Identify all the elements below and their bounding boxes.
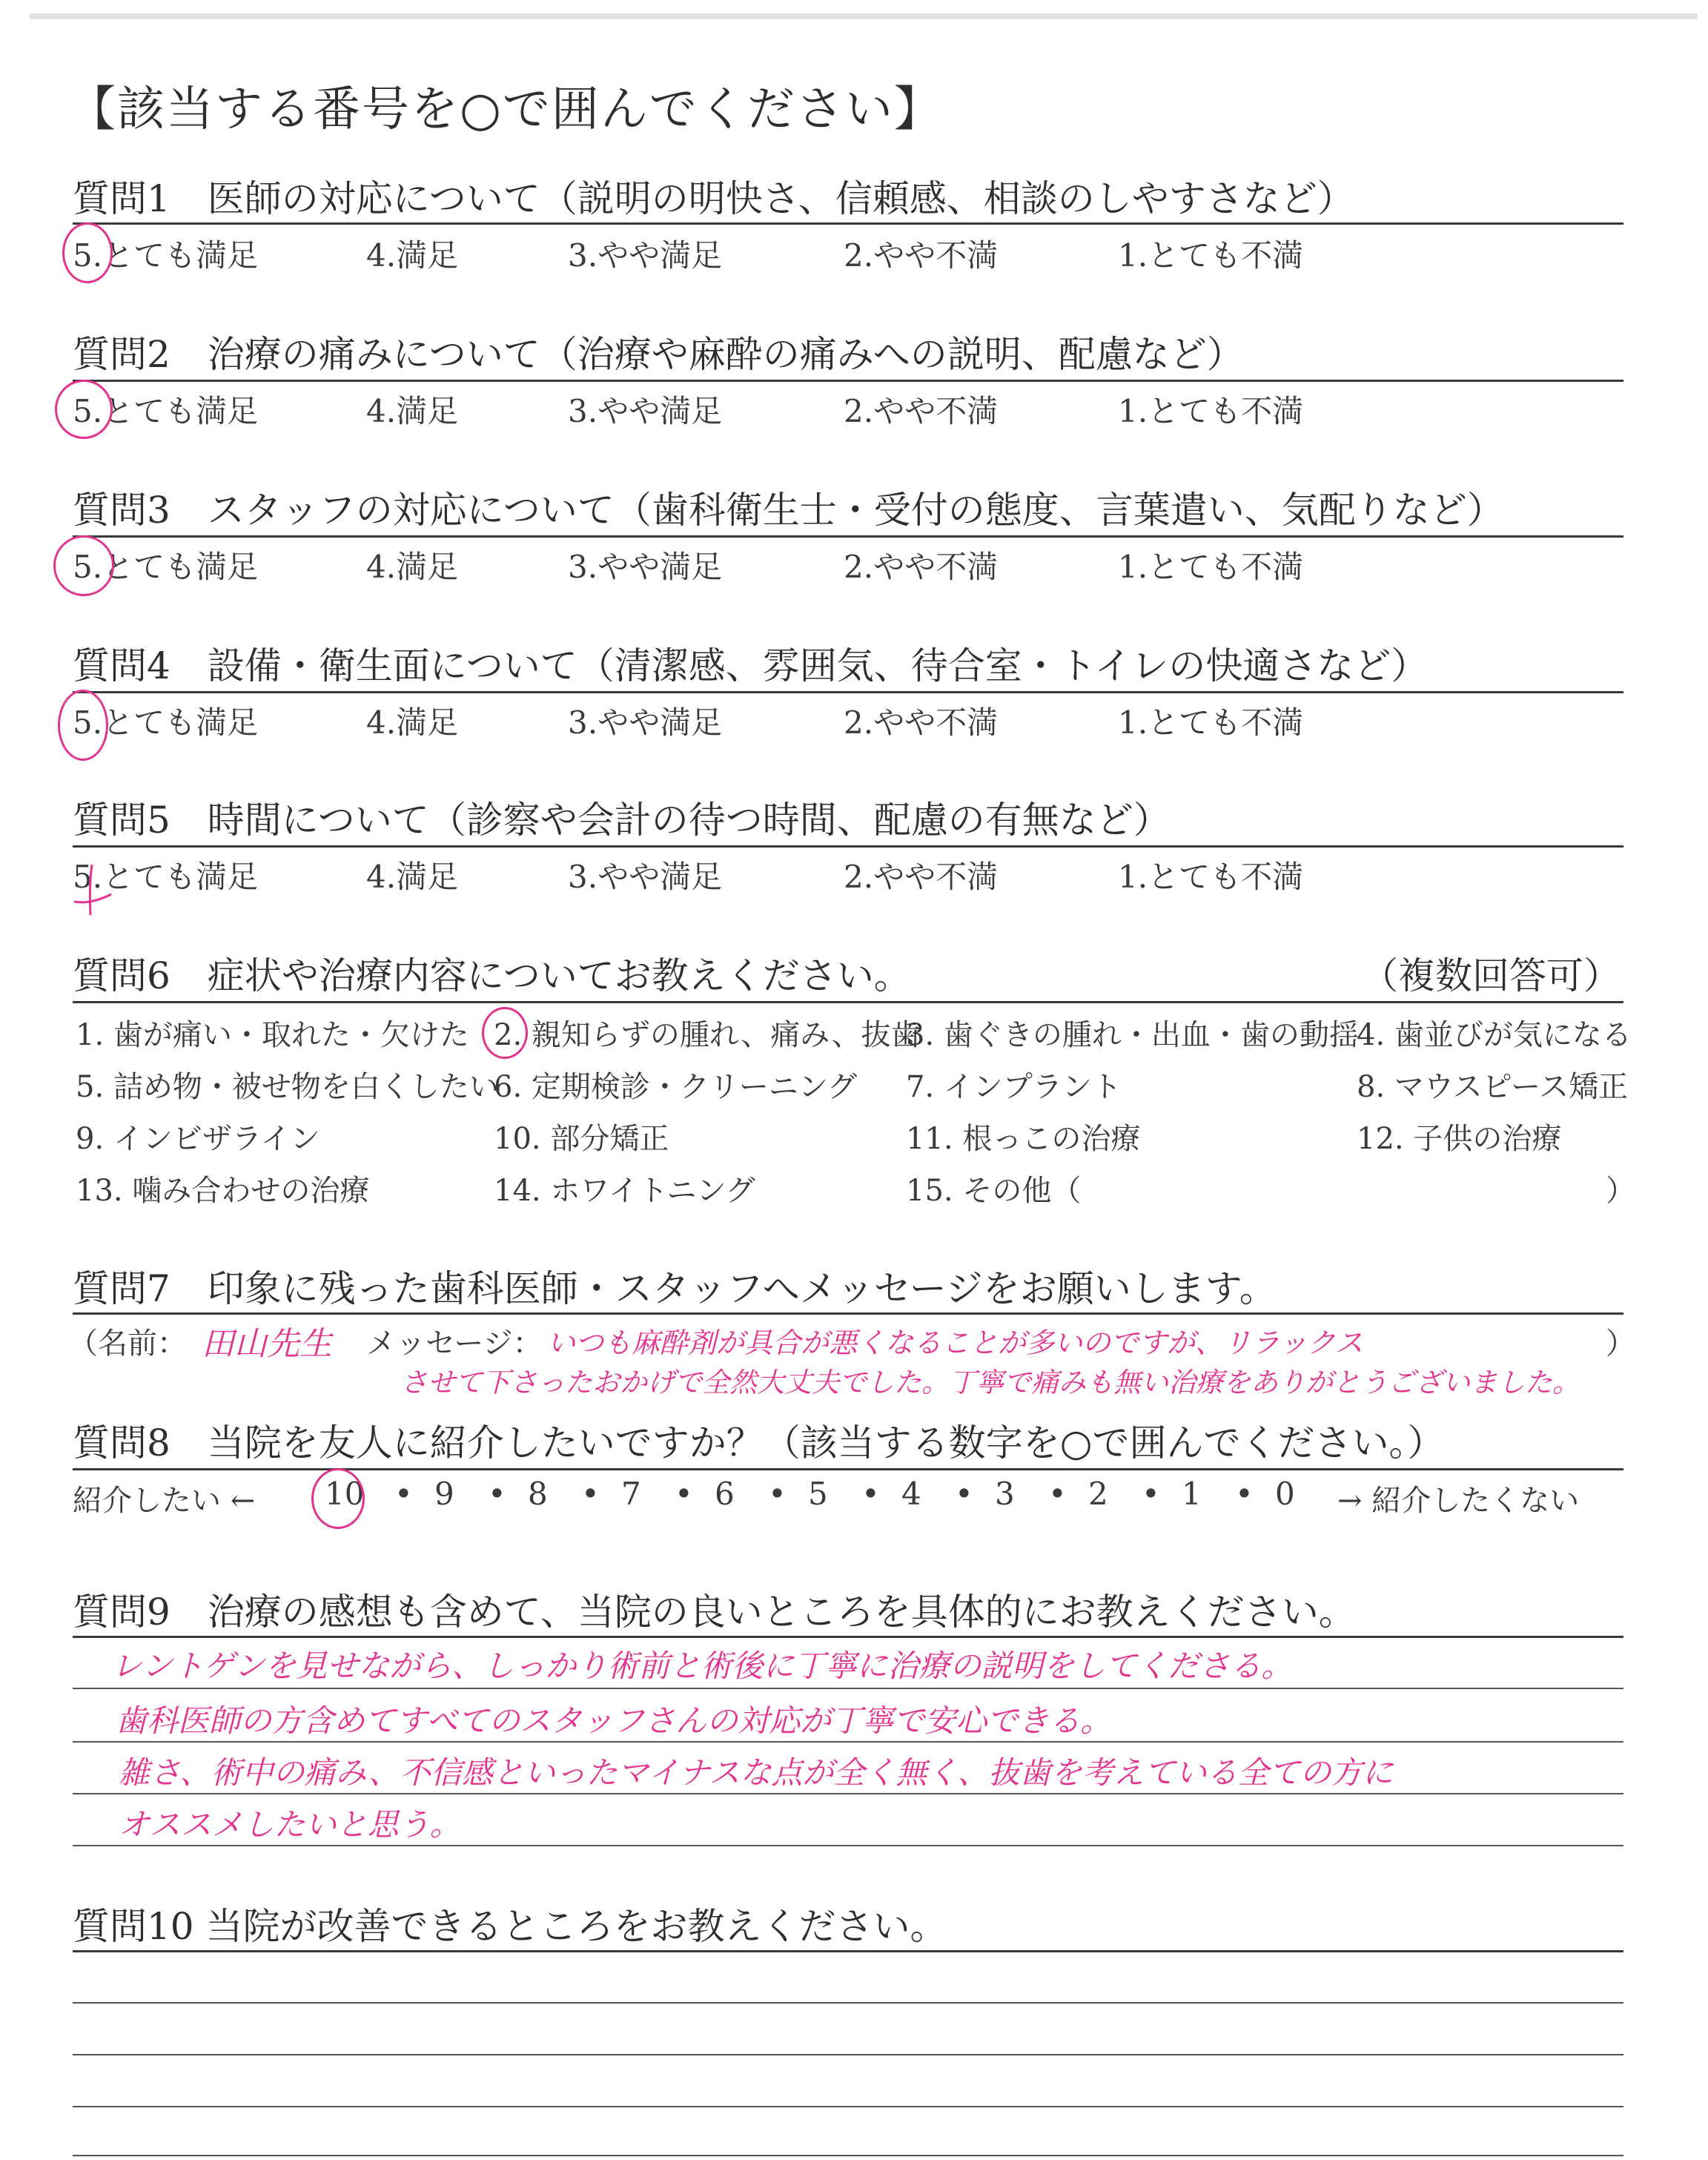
scale-0[interactable]: 0 [1275, 1476, 1295, 1512]
option-3[interactable]: 3.やや満足 [568, 393, 723, 429]
scale-10[interactable]: 10 [325, 1476, 365, 1512]
question-5-title: 質問5 時間について（診察や会計の待つ時間、配慮の有無など） [73, 799, 1171, 842]
answer-handwritten-line-1[interactable]: レントゲンを見せながら、しっかり術前と術後に丁寧に治療の説明をしてくださる。 [111, 1648, 1293, 1684]
option-5[interactable]: 5.とても満足 [73, 549, 259, 585]
other-close-paren: ） [1606, 1174, 1635, 1208]
option-3[interactable]: 3.やや満足 [568, 237, 723, 274]
scale-dot: • [581, 1476, 600, 1512]
rule [73, 1001, 1623, 1003]
option-4[interactable]: 4.満足 [366, 859, 459, 895]
rule [73, 380, 1623, 382]
scale-dot: • [861, 1476, 880, 1512]
list-item[interactable]: 14. ホワイトニング [494, 1174, 755, 1208]
scale-3[interactable]: 3 [995, 1476, 1015, 1512]
option-1[interactable]: 1.とても不満 [1118, 704, 1304, 741]
answer-line[interactable] [73, 2155, 1623, 2156]
list-item[interactable]: 8. マウスピース矯正 [1357, 1070, 1629, 1104]
option-2[interactable]: 2.やや不満 [844, 393, 999, 429]
option-1[interactable]: 1.とても不満 [1118, 859, 1304, 895]
option-4[interactable]: 4.満足 [366, 549, 459, 585]
question-6-title: 質問6 症状や治療内容についてお教えください。 [73, 954, 911, 997]
option-1[interactable]: 1.とても不満 [1118, 549, 1304, 585]
rule [73, 535, 1623, 538]
message-label: メッセージ： [366, 1327, 543, 1361]
rule [73, 1950, 1623, 1952]
list-item[interactable]: 11. 根っこの治療 [906, 1122, 1141, 1156]
option-2[interactable]: 2.やや不満 [844, 549, 999, 585]
option-3[interactable]: 3.やや満足 [568, 859, 723, 895]
message-handwritten-line-2[interactable]: させて下さったおかげで全然大丈夫でした。丁寧で痛みも無い治療をありがとうございました。 [400, 1367, 1580, 1398]
question-10-title: 質問10 当院が改善できるところをお教えください。 [73, 1905, 947, 1948]
selection-circle [58, 690, 108, 761]
scale-4[interactable]: 4 [901, 1476, 921, 1512]
scale-2[interactable]: 2 [1088, 1476, 1108, 1512]
scale-dot: • [488, 1476, 506, 1512]
list-item[interactable]: 10. 部分矯正 [494, 1122, 669, 1156]
option-3[interactable]: 3.やや満足 [568, 704, 723, 741]
question-2-title: 質問2 治療の痛みについて（治療や麻酔の痛みへの説明、配慮など） [73, 333, 1244, 376]
list-item[interactable]: 9. インビザライン [76, 1122, 320, 1156]
option-5[interactable]: 5.とても満足 [73, 704, 259, 741]
page-title: 【該当する番号を○で囲んでください】 [68, 82, 943, 137]
multiple-answer-note: （複数回答可） [1361, 954, 1621, 997]
list-item[interactable]: 1. 歯が痛い・取れた・欠けた [76, 1018, 469, 1052]
question-1-title: 質問1 医師の対応について（説明の明快さ、信頼感、相談のしやすさなど） [73, 177, 1354, 220]
message-handwritten-line-1[interactable]: いつも麻酔剤が具合が悪くなることが多いのですが、リラックス [547, 1327, 1363, 1359]
scale-9[interactable]: 9 [434, 1476, 454, 1512]
scale-6[interactable]: 6 [715, 1476, 735, 1512]
scale-dot: • [955, 1476, 973, 1512]
scan-top-edge [30, 13, 1698, 19]
answer-line [73, 1741, 1623, 1743]
question-8-title: 質問8 当院を友人に紹介したいですか？（該当する数字を○で囲んでください。） [73, 1421, 1445, 1464]
rule [73, 222, 1623, 225]
scale-dot: • [1142, 1476, 1160, 1512]
question-4-title: 質問4 設備・衛生面について（清潔感、雰囲気、待合室・トイレの快適さなど） [73, 644, 1429, 687]
answer-handwritten-line-2[interactable]: 歯科医師の方含めてすべてのスタッフさんの対応が丁寧で安心できる。 [116, 1702, 1112, 1739]
rule [73, 1636, 1623, 1638]
option-3[interactable]: 3.やや満足 [568, 549, 723, 585]
list-item[interactable]: 3. 歯ぐきの腫れ・出血・歯の動揺 [906, 1018, 1359, 1052]
rule [73, 1312, 1623, 1315]
answer-handwritten-line-3[interactable]: 雑さ、術中の痛み、不信感といったマイナスな点が全く無く、抜歯を考えている全ての方に [119, 1754, 1394, 1791]
selection-circle [311, 1468, 365, 1529]
option-2[interactable]: 2.やや不満 [844, 859, 999, 895]
option-2[interactable]: 2.やや不満 [844, 704, 999, 741]
question-9-title: 質問9 治療の感想も含めて、当院の良いところを具体的にお教えください。 [73, 1591, 1356, 1634]
list-item[interactable]: 5. 詰め物・被せ物を白くしたい [76, 1070, 499, 1104]
answer-line [73, 1845, 1623, 1846]
scale-left-label: 紹介したい ← [73, 1484, 256, 1518]
option-4[interactable]: 4.満足 [366, 393, 459, 429]
rule [73, 845, 1623, 848]
scale-dot: • [1235, 1476, 1254, 1512]
message-close-paren: ） [1606, 1327, 1635, 1361]
answer-line [73, 1688, 1623, 1689]
list-item[interactable]: 7. インプラント [906, 1070, 1122, 1104]
selection-circle [53, 535, 114, 596]
scale-right-label: → 紹介したくない [1337, 1484, 1580, 1518]
option-2[interactable]: 2.やや不満 [844, 237, 999, 274]
option-1[interactable]: 1.とても不満 [1118, 237, 1304, 274]
option-5[interactable]: 5.とても満足 [73, 859, 259, 895]
question-3-title: 質問3 スタッフの対応について（歯科衛生士・受付の態度、言葉遣い、気配りなど） [73, 489, 1504, 532]
scale-7[interactable]: 7 [621, 1476, 641, 1512]
selection-mark [68, 850, 120, 916]
answer-line [73, 1793, 1623, 1794]
list-item[interactable]: 4. 歯並びが気になる [1357, 1018, 1632, 1052]
selection-circle [482, 1007, 528, 1059]
answer-line[interactable] [73, 2002, 1623, 2004]
selection-circle [55, 380, 113, 439]
selection-circle [62, 222, 113, 283]
list-item[interactable]: 12. 子供の治療 [1357, 1122, 1562, 1156]
scale-1[interactable]: 1 [1182, 1476, 1202, 1512]
scale-8[interactable]: 8 [528, 1476, 548, 1512]
rule [73, 1468, 1623, 1470]
option-1[interactable]: 1.とても不満 [1118, 393, 1304, 429]
scale-dot: • [1048, 1476, 1067, 1512]
list-item[interactable]: 15. その他（ [906, 1174, 1082, 1208]
option-5[interactable]: 5.とても満足 [73, 393, 259, 429]
scale-dot: • [675, 1476, 693, 1512]
option-5[interactable]: 5.とても満足 [73, 237, 259, 274]
scale-dot: • [768, 1476, 787, 1512]
list-item[interactable]: 13. 噛み合わせの治療 [76, 1174, 370, 1208]
option-4[interactable]: 4.満足 [366, 237, 459, 274]
list-item[interactable]: 6. 定期検診・クリーニング [494, 1070, 858, 1104]
answer-line[interactable] [73, 2054, 1623, 2055]
name-handwritten[interactable]: 田山先生 [202, 1325, 332, 1363]
list-item[interactable]: 2. 親知らずの腫れ、痛み、抜歯 [494, 1018, 921, 1052]
option-4[interactable]: 4.満足 [366, 704, 459, 741]
scale-dot: • [394, 1476, 413, 1512]
rule [73, 691, 1623, 693]
name-label: （名前： [68, 1327, 187, 1361]
answer-handwritten-line-4[interactable]: オススメしたいと思う。 [119, 1806, 461, 1843]
answer-line[interactable] [73, 2106, 1623, 2107]
question-7-title: 質問7 印象に残った歯科医師・スタッフへメッセージをお願いします。 [73, 1267, 1277, 1310]
scale-5[interactable]: 5 [808, 1476, 828, 1512]
